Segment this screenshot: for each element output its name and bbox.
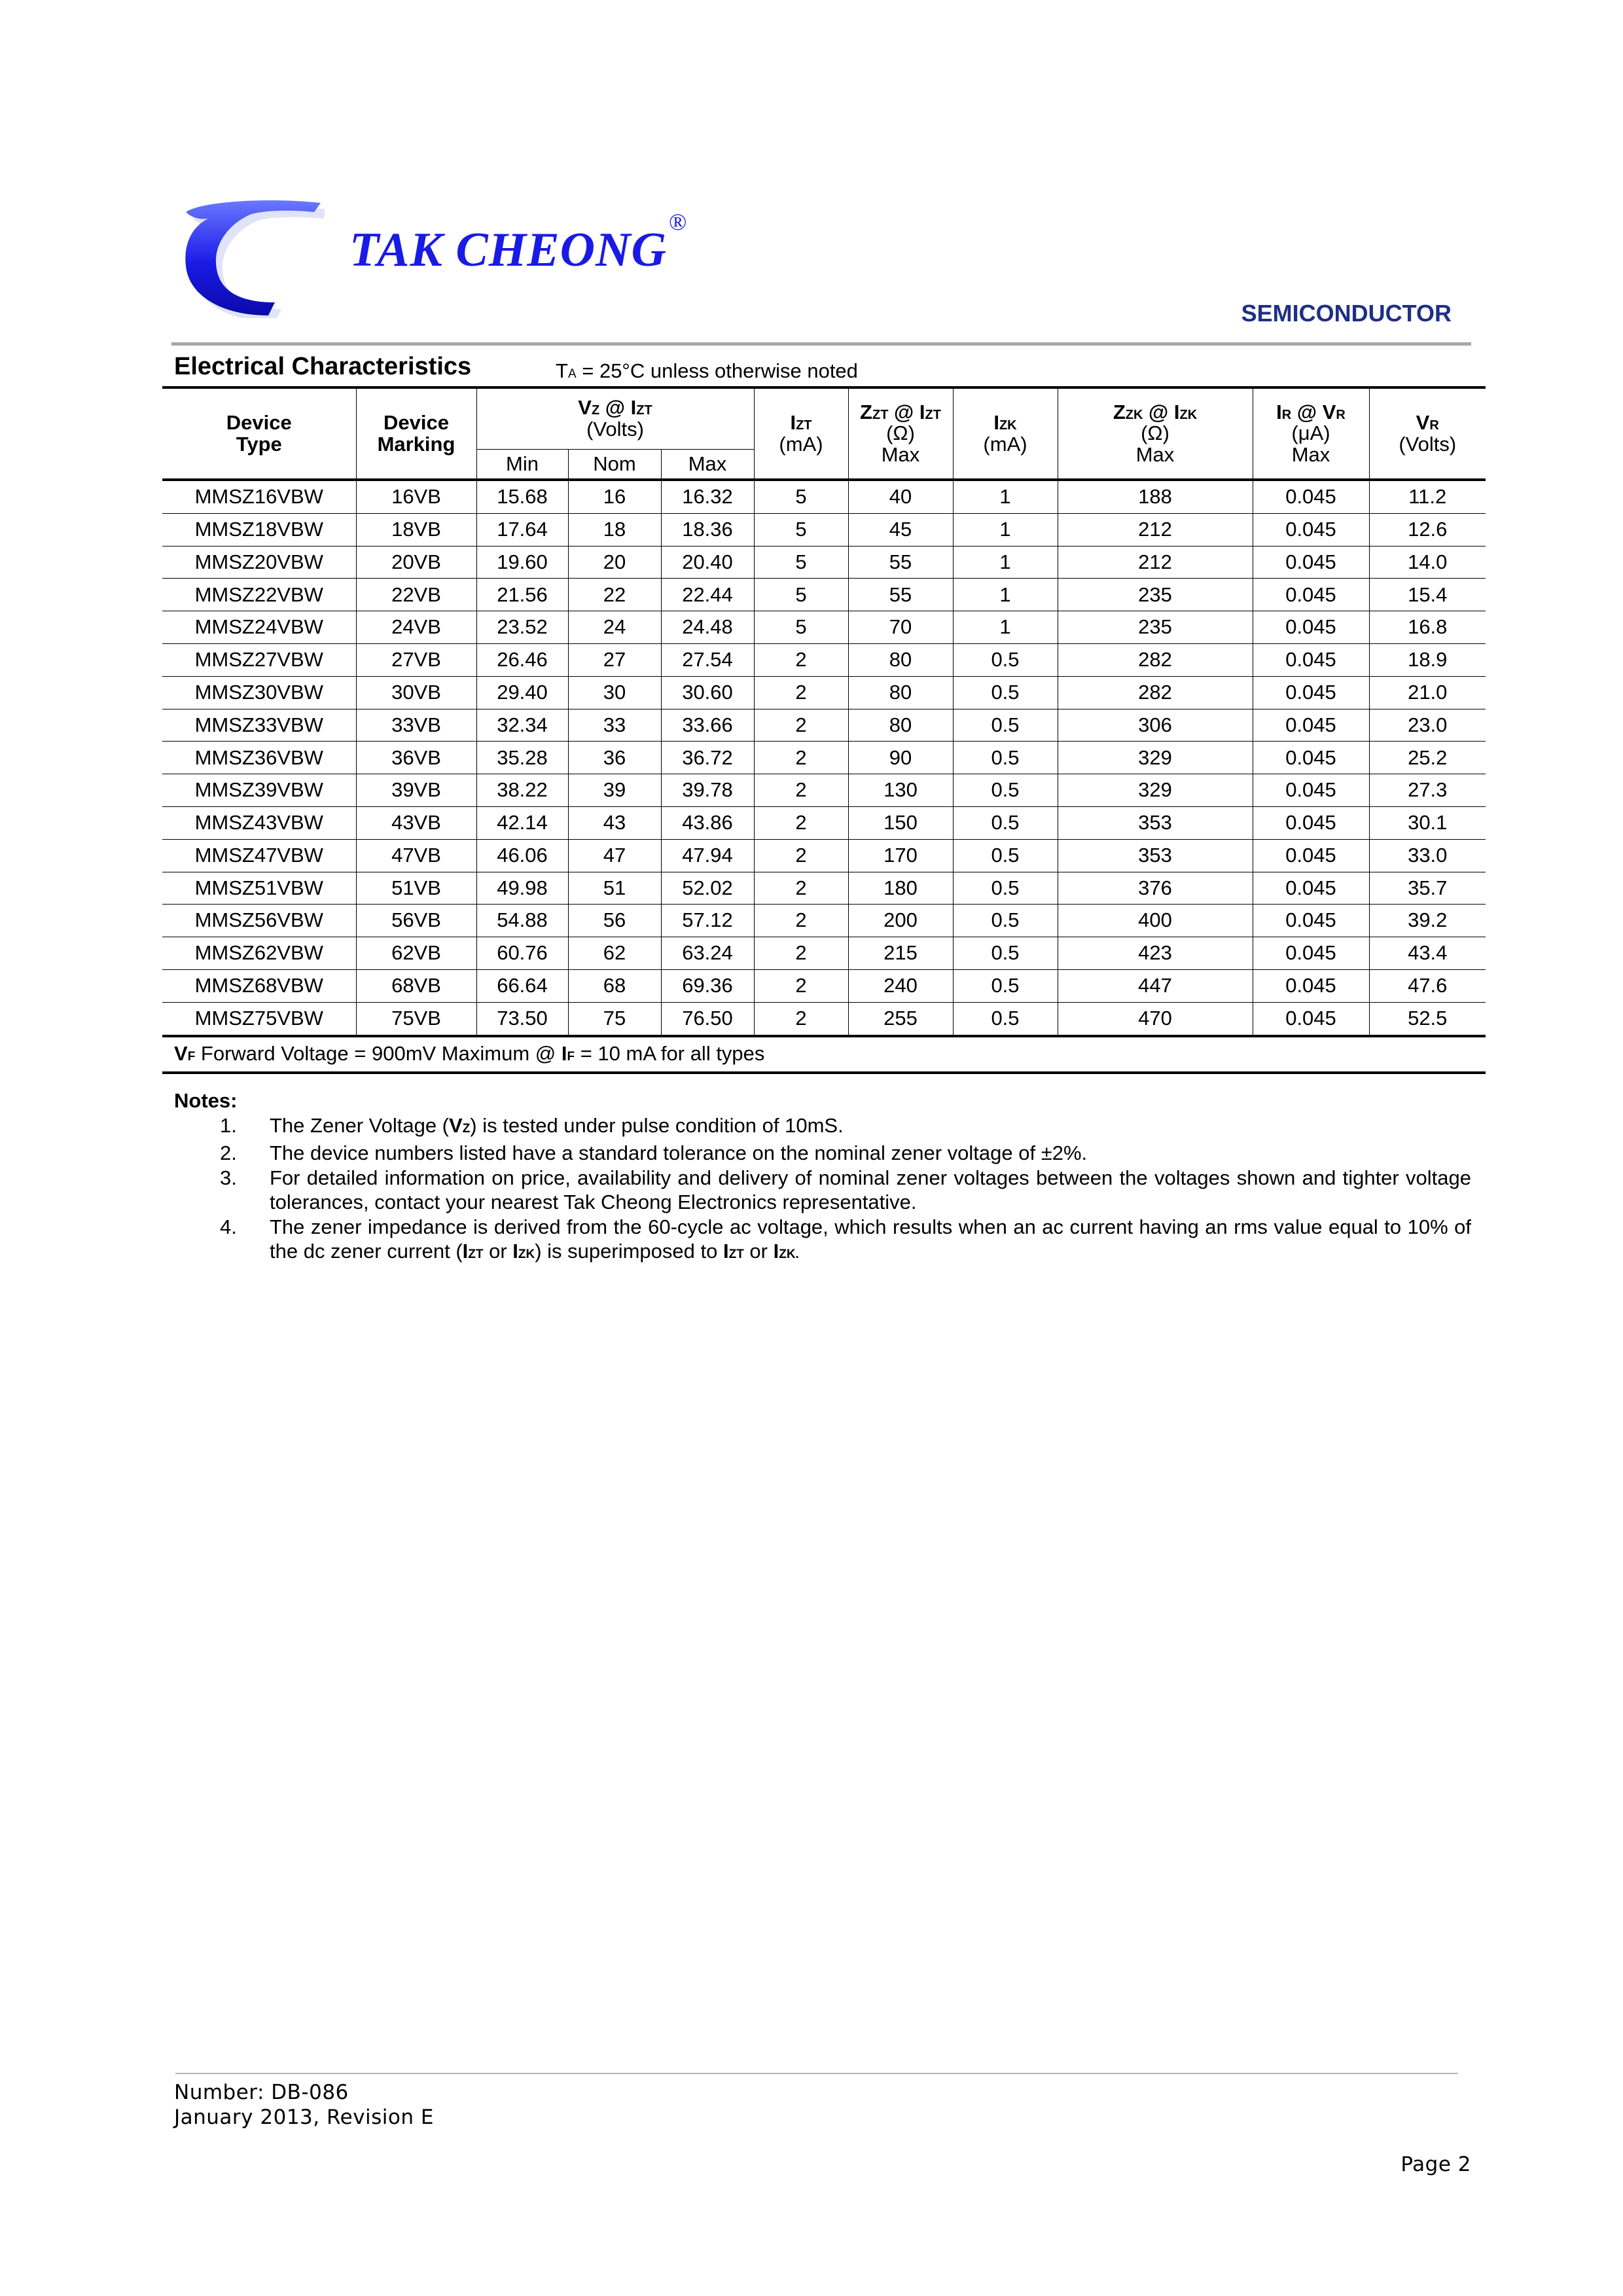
- table-cell: 282: [1058, 643, 1253, 676]
- table-cell: 2: [754, 1002, 848, 1035]
- table-cell: 39: [568, 774, 661, 807]
- table-cell: 52.5: [1369, 1002, 1486, 1035]
- table-row: [162, 643, 1486, 676]
- table-cell: 188: [1058, 480, 1253, 513]
- header-vz-max: Max: [661, 450, 754, 480]
- header-zzt: ZZT @ IZT (Ω) Max: [848, 387, 953, 480]
- table-cell: 39.2: [1369, 905, 1486, 937]
- header-vr: VR (Volts): [1369, 387, 1486, 480]
- table-cell: 0.045: [1253, 1002, 1369, 1035]
- table-cell: MMSZ33VBW: [162, 709, 356, 742]
- table-cell: 22.44: [661, 579, 754, 611]
- table-cell: 62VB: [356, 937, 476, 970]
- table-cell: 19.60: [476, 546, 568, 579]
- table-cell: 70: [848, 611, 953, 644]
- header-izt: IZT (mA): [754, 387, 848, 480]
- table-cell: 47: [568, 839, 661, 872]
- table-cell: 20: [568, 546, 661, 579]
- table-row: [162, 709, 1486, 742]
- table-cell: 17.64: [476, 513, 568, 546]
- table-cell: 56VB: [356, 905, 476, 937]
- table-cell: 30VB: [356, 676, 476, 709]
- table-cell: 400: [1058, 905, 1253, 937]
- table-row: [162, 839, 1486, 872]
- table-cell: 180: [848, 872, 953, 905]
- table-row: [162, 742, 1486, 774]
- table-cell: 27.54: [661, 643, 754, 676]
- table-cell: 0.045: [1253, 611, 1369, 644]
- table-cell: 33.66: [661, 709, 754, 742]
- page-number: Page 2: [1400, 2153, 1471, 2176]
- header-ir: IR @ VR (μA) Max: [1253, 387, 1369, 480]
- note-item: 1. The Zener Voltage (VZ) is tested under pulse condition of 10mS.: [220, 1113, 844, 1137]
- table-cell: MMSZ43VBW: [162, 806, 356, 839]
- table-cell: 0.045: [1253, 579, 1369, 611]
- table-cell: 16.32: [661, 480, 754, 513]
- electrical-characteristics-table: [162, 386, 1486, 1074]
- table-cell: 68VB: [356, 969, 476, 1002]
- table-cell: 1: [953, 546, 1058, 579]
- table-cell: 5: [754, 611, 848, 644]
- table-cell: 27VB: [356, 643, 476, 676]
- table-cell: 0.5: [953, 905, 1058, 937]
- table-cell: 80: [848, 643, 953, 676]
- table-cell: MMSZ47VBW: [162, 839, 356, 872]
- table-cell: 35.7: [1369, 872, 1486, 905]
- section-title: Electrical Characteristics: [174, 353, 472, 380]
- table-cell: MMSZ24VBW: [162, 611, 356, 644]
- table-row: [162, 579, 1486, 611]
- table-cell: 69.36: [661, 969, 754, 1002]
- table-cell: 2: [754, 643, 848, 676]
- table-cell: 42.14: [476, 806, 568, 839]
- table-cell: MMSZ56VBW: [162, 905, 356, 937]
- header-device-type: Device Type: [162, 387, 356, 480]
- table-cell: 130: [848, 774, 953, 807]
- table-cell: MMSZ16VBW: [162, 480, 356, 513]
- table-cell: 0.045: [1253, 872, 1369, 905]
- table-cell: 27.3: [1369, 774, 1486, 807]
- table-cell: 57.12: [661, 905, 754, 937]
- table-cell: 32.34: [476, 709, 568, 742]
- table-row: [162, 480, 1486, 513]
- table-cell: 73.50: [476, 1002, 568, 1035]
- table-row: [162, 872, 1486, 905]
- table-cell: 150: [848, 806, 953, 839]
- table-cell: 33VB: [356, 709, 476, 742]
- table-cell: 43VB: [356, 806, 476, 839]
- table-cell: 36: [568, 742, 661, 774]
- table-cell: 24VB: [356, 611, 476, 644]
- table-cell: 66.64: [476, 969, 568, 1002]
- table-cell: 0.5: [953, 872, 1058, 905]
- table-cell: 24.48: [661, 611, 754, 644]
- table-cell: 27: [568, 643, 661, 676]
- table-cell: 1: [953, 480, 1058, 513]
- table-cell: 80: [848, 676, 953, 709]
- division-label: SEMICONDUCTOR: [1241, 300, 1452, 327]
- table-cell: 0.5: [953, 709, 1058, 742]
- notes-title: Notes:: [174, 1089, 238, 1112]
- table-cell: 47VB: [356, 839, 476, 872]
- table-cell: 33: [568, 709, 661, 742]
- table-cell: 11.2: [1369, 480, 1486, 513]
- table-cell: 51VB: [356, 872, 476, 905]
- table-cell: 0.045: [1253, 513, 1369, 546]
- header-divider: [171, 342, 1471, 346]
- table-cell: 240: [848, 969, 953, 1002]
- table-cell: 0.045: [1253, 905, 1369, 937]
- table-cell: 0.045: [1253, 709, 1369, 742]
- table-cell: MMSZ27VBW: [162, 643, 356, 676]
- table-cell: 18.9: [1369, 643, 1486, 676]
- test-conditions-note: TA = 25°C unless otherwise noted: [556, 359, 858, 382]
- table-cell: 56: [568, 905, 661, 937]
- table-cell: 212: [1058, 513, 1253, 546]
- table-cell: 63.24: [661, 937, 754, 970]
- table-cell: 423: [1058, 937, 1253, 970]
- table-cell: MMSZ18VBW: [162, 513, 356, 546]
- table-cell: MMSZ68VBW: [162, 969, 356, 1002]
- table-cell: 20VB: [356, 546, 476, 579]
- table-cell: 60.76: [476, 937, 568, 970]
- table-cell: 447: [1058, 969, 1253, 1002]
- table-cell: 0.5: [953, 839, 1058, 872]
- table-cell: 5: [754, 546, 848, 579]
- table-cell: 76.50: [661, 1002, 754, 1035]
- table-cell: 15.68: [476, 480, 568, 513]
- table-cell: 353: [1058, 806, 1253, 839]
- forward-voltage-note: VF Forward Voltage = 900mV Maximum @ IF = 10 mA for all types: [162, 1036, 1486, 1073]
- header-vz: VZ @ IZT (Volts): [476, 387, 754, 450]
- table-cell: 46.06: [476, 839, 568, 872]
- table-cell: 2: [754, 709, 848, 742]
- table-cell: 20.40: [661, 546, 754, 579]
- table-cell: 2: [754, 969, 848, 1002]
- table-row: [162, 1002, 1486, 1035]
- table-cell: 55: [848, 579, 953, 611]
- table-cell: 1: [953, 611, 1058, 644]
- table-cell: 306: [1058, 709, 1253, 742]
- table-cell: 54.88: [476, 905, 568, 937]
- table-cell: 0.045: [1253, 839, 1369, 872]
- table-cell: 62: [568, 937, 661, 970]
- table-cell: 45: [848, 513, 953, 546]
- table-cell: 33.0: [1369, 839, 1486, 872]
- header-zzk: ZZK @ IZK (Ω) Max: [1058, 387, 1253, 480]
- document-info: [174, 2080, 434, 2130]
- table-cell: 0.045: [1253, 806, 1369, 839]
- table-cell: 30.60: [661, 676, 754, 709]
- table-cell: 0.5: [953, 774, 1058, 807]
- table-cell: 25.2: [1369, 742, 1486, 774]
- registered-trademark-mark: ®: [669, 209, 687, 235]
- table-cell: 329: [1058, 774, 1253, 807]
- table-cell: 0.5: [953, 969, 1058, 1002]
- table-cell: 43.86: [661, 806, 754, 839]
- table-cell: 18.36: [661, 513, 754, 546]
- table-cell: 36.72: [661, 742, 754, 774]
- header-vz-nom: Nom: [568, 450, 661, 480]
- table-cell: 5: [754, 513, 848, 546]
- table-cell: 0.5: [953, 937, 1058, 970]
- table-cell: 15.4: [1369, 579, 1486, 611]
- table-cell: 26.46: [476, 643, 568, 676]
- table-cell: 2: [754, 774, 848, 807]
- table-cell: 29.40: [476, 676, 568, 709]
- table-cell: 2: [754, 806, 848, 839]
- table-cell: 40: [848, 480, 953, 513]
- table-cell: 0.045: [1253, 774, 1369, 807]
- table-cell: 353: [1058, 839, 1253, 872]
- table-cell: 0.045: [1253, 969, 1369, 1002]
- table-cell: 47.6: [1369, 969, 1486, 1002]
- table-cell: MMSZ39VBW: [162, 774, 356, 807]
- table-cell: 329: [1058, 742, 1253, 774]
- table-cell: 2: [754, 905, 848, 937]
- table-cell: 170: [848, 839, 953, 872]
- table-cell: 55: [848, 546, 953, 579]
- table-cell: 43.4: [1369, 937, 1486, 970]
- table-cell: 200: [848, 905, 953, 937]
- table-cell: 0.5: [953, 742, 1058, 774]
- tak-cheong-logo-icon: [179, 200, 325, 318]
- table-cell: 1: [953, 513, 1058, 546]
- table-cell: 0.045: [1253, 937, 1369, 970]
- table-cell: 90: [848, 742, 953, 774]
- table-cell: 51: [568, 872, 661, 905]
- table-cell: 16: [568, 480, 661, 513]
- table-cell: 52.02: [661, 872, 754, 905]
- table-cell: 282: [1058, 676, 1253, 709]
- table-cell: 36VB: [356, 742, 476, 774]
- table-cell: MMSZ75VBW: [162, 1002, 356, 1035]
- table-cell: 5: [754, 480, 848, 513]
- note-item: 4. The zener impedance is derived from the 60-cycle ac voltage, which results when an ac current having an rms value equal to 10% of the dc zener current (IZT or IZK) is superimposed to IZT or IZK.: [220, 1215, 1471, 1263]
- table-cell: 18: [568, 513, 661, 546]
- table-cell: 0.045: [1253, 676, 1369, 709]
- table-cell: 2: [754, 937, 848, 970]
- document-number: Number: DB-086: [174, 2081, 349, 2104]
- table-cell: 30.1: [1369, 806, 1486, 839]
- table-cell: 68: [568, 969, 661, 1002]
- table-cell: 21.56: [476, 579, 568, 611]
- table-cell: 376: [1058, 872, 1253, 905]
- table-cell: 49.98: [476, 872, 568, 905]
- table-cell: 80: [848, 709, 953, 742]
- footer-divider: [175, 2073, 1458, 2074]
- table-cell: MMSZ22VBW: [162, 579, 356, 611]
- table-cell: 75: [568, 1002, 661, 1035]
- table-cell: MMSZ20VBW: [162, 546, 356, 579]
- table-cell: 24: [568, 611, 661, 644]
- table-row: [162, 513, 1486, 546]
- table-cell: 470: [1058, 1002, 1253, 1035]
- table-row: [162, 905, 1486, 937]
- table-cell: 47.94: [661, 839, 754, 872]
- table-cell: 18VB: [356, 513, 476, 546]
- table-cell: MMSZ62VBW: [162, 937, 356, 970]
- table-cell: 39VB: [356, 774, 476, 807]
- table-cell: 212: [1058, 546, 1253, 579]
- table-cell: 22: [568, 579, 661, 611]
- table-cell: 215: [848, 937, 953, 970]
- table-cell: 0.5: [953, 806, 1058, 839]
- table-cell: 75VB: [356, 1002, 476, 1035]
- header-izk: IZK (mA): [953, 387, 1058, 480]
- table-row: [162, 546, 1486, 579]
- table-cell: MMSZ30VBW: [162, 676, 356, 709]
- table-cell: 2: [754, 676, 848, 709]
- table-cell: 255: [848, 1002, 953, 1035]
- table-cell: 235: [1058, 579, 1253, 611]
- table-cell: MMSZ36VBW: [162, 742, 356, 774]
- table-cell: MMSZ51VBW: [162, 872, 356, 905]
- header-device-marking: Device Marking: [356, 387, 476, 480]
- table-cell: 2: [754, 742, 848, 774]
- table-cell: 0.5: [953, 676, 1058, 709]
- table-body: [162, 480, 1486, 1036]
- table-cell: 5: [754, 579, 848, 611]
- header-vz-min: Min: [476, 450, 568, 480]
- document-revision: January 2013, Revision E: [174, 2106, 434, 2129]
- table-cell: 38.22: [476, 774, 568, 807]
- note-item: 3. For detailed information on price, availability and delivery of nominal zener voltages between the voltages shown and tighter voltage tolerances, contact your nearest Tak Cheong Electronics representative.: [220, 1166, 1471, 1213]
- table-row: [162, 774, 1486, 807]
- table-cell: 14.0: [1369, 546, 1486, 579]
- table-row: [162, 937, 1486, 970]
- table-cell: 23.52: [476, 611, 568, 644]
- table-cell: 16VB: [356, 480, 476, 513]
- table-cell: 0.5: [953, 643, 1058, 676]
- table-cell: 0.5: [953, 1002, 1058, 1035]
- table-cell: 16.8: [1369, 611, 1486, 644]
- table-row: [162, 806, 1486, 839]
- table-cell: 21.0: [1369, 676, 1486, 709]
- table-cell: 2: [754, 872, 848, 905]
- table-cell: 35.28: [476, 742, 568, 774]
- table-cell: 0.045: [1253, 546, 1369, 579]
- table-cell: 0.045: [1253, 643, 1369, 676]
- notes-section: [174, 1088, 1471, 1267]
- note-item: 2. The device numbers listed have a standard tolerance on the nominal zener voltage of ±2%.: [220, 1141, 1088, 1164]
- table-cell: 235: [1058, 611, 1253, 644]
- table-cell: 30: [568, 676, 661, 709]
- table-cell: 2: [754, 839, 848, 872]
- table-cell: 1: [953, 579, 1058, 611]
- table-cell: 23.0: [1369, 709, 1486, 742]
- table-cell: 43: [568, 806, 661, 839]
- table-row: [162, 676, 1486, 709]
- table-row: [162, 969, 1486, 1002]
- table-cell: 0.045: [1253, 480, 1369, 513]
- table-cell: 0.045: [1253, 742, 1369, 774]
- brand-name: TAK CHEONG: [349, 223, 667, 277]
- table-row: [162, 611, 1486, 644]
- table-cell: 12.6: [1369, 513, 1486, 546]
- table-cell: 39.78: [661, 774, 754, 807]
- table-cell: 22VB: [356, 579, 476, 611]
